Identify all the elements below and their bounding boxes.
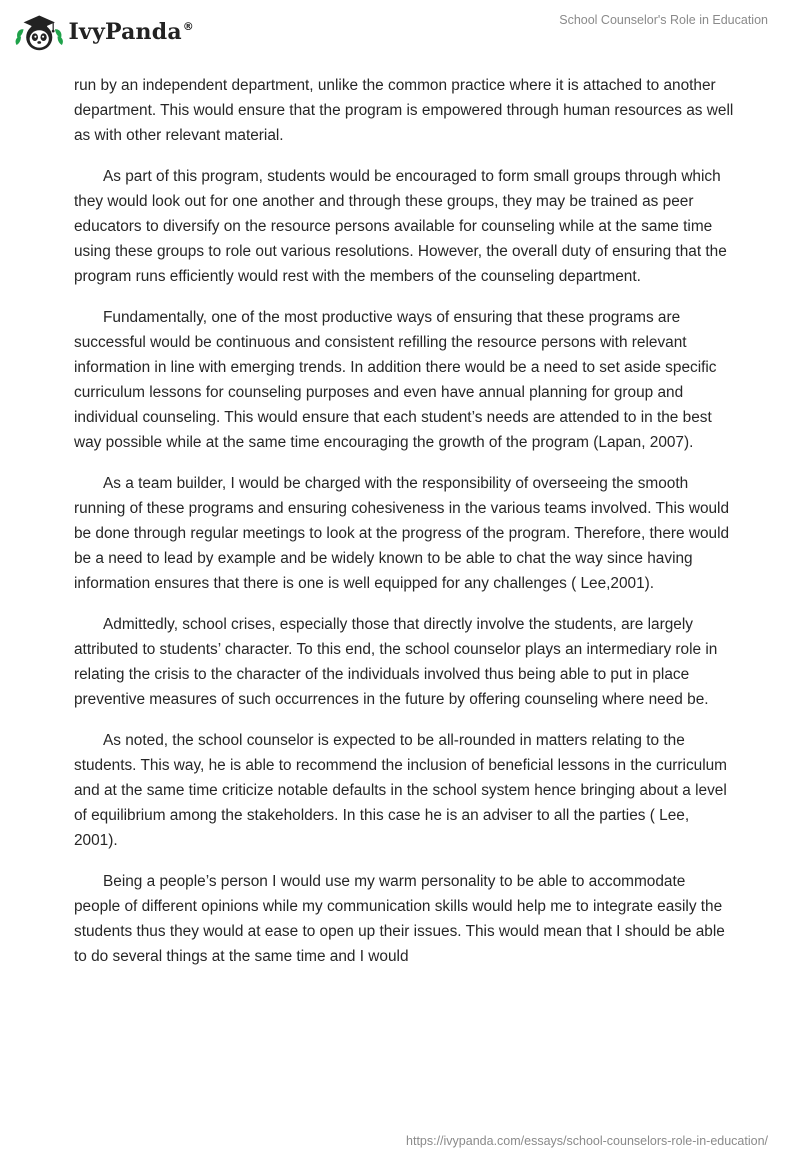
page-header: [0, 0, 800, 64]
paragraph: Fundamentally, one of the most productive ways of ensuring that these programs are successful would be continuous and consistent refilling the resource persons with relevant information in line with emerging trends. In addition there would be a need to set aside specific curriculum lessons for counseling purposes and even have annual planning for group and individual counseling. This would ensure that each student’s needs are attended to in the best way possible while at the same time encouraging the growth of the program (Lapan, 2007).: [74, 309, 717, 451]
paragraph: As noted, the school counselor is expected to be all-rounded in matters relating to the students. This way, he is able to recommend the inclusion of beneficial lessons in the curriculum and at the same time criticize notable defaults in the school system hence bringing about a level of equilibrium among the stakeholders. In this case he is an adviser to all the parties ( Lee, 2001).: [74, 732, 728, 849]
source-url: https://ivypanda.com/essays/school-counselors-role-in-education/: [406, 1134, 768, 1148]
paragraph: As a team builder, I would be charged with the responsibility of overseeing the smooth running of these programs and ensuring cohesiveness in the various teams involved. This would be done through regular meetings to look at the progress of the program. Therefore, there would be a need to lead by example and be widely known to be able to chat the way since having information ensures that there is one is well equipped for any challenges ( Lee,2001).: [74, 475, 730, 592]
document-title: School Counselor's Role in Education: [559, 13, 768, 27]
paragraph: Being a people’s person I would use my warm personality to be able to accommodate people of different opinions while my communication skills would help me to integrate easily the students thus they would at ease to open up their issues. This would mean that I should be able to do several things at the same time and I would: [74, 873, 725, 965]
panda-graduate-icon: [14, 9, 64, 55]
brand-name: IvyPanda®: [68, 19, 194, 45]
essay-body: [74, 73, 734, 985]
paragraph: As part of this program, students would be encouraged to form small groups through which they would look out for one another and through these groups, they may be trained as peer educators to diversify on the resource persons available for counseling while at the same time using these groups to role out various resolutions. However, the overall duty of ensuring that the program runs efficiently would rest with the members of the counseling department.: [74, 168, 727, 285]
paragraph: run by an independent department, unlike the common practice where it is attached to another department. This would ensure that the program is empowered through human resources as well as with other relevant material.: [74, 77, 734, 144]
registered-mark: ®: [182, 20, 194, 33]
ivypanda-logo[interactable]: [14, 8, 194, 56]
paragraph: Admittedly, school crises, especially those that directly involve the students, are largely attributed to students’ character. To this end, the school counselor plays an intermediary role in relating the crisis to the character of the individuals involved thus being able to put in place preventive measures of such occurrences in the future by offering counseling where need be.: [74, 616, 718, 708]
